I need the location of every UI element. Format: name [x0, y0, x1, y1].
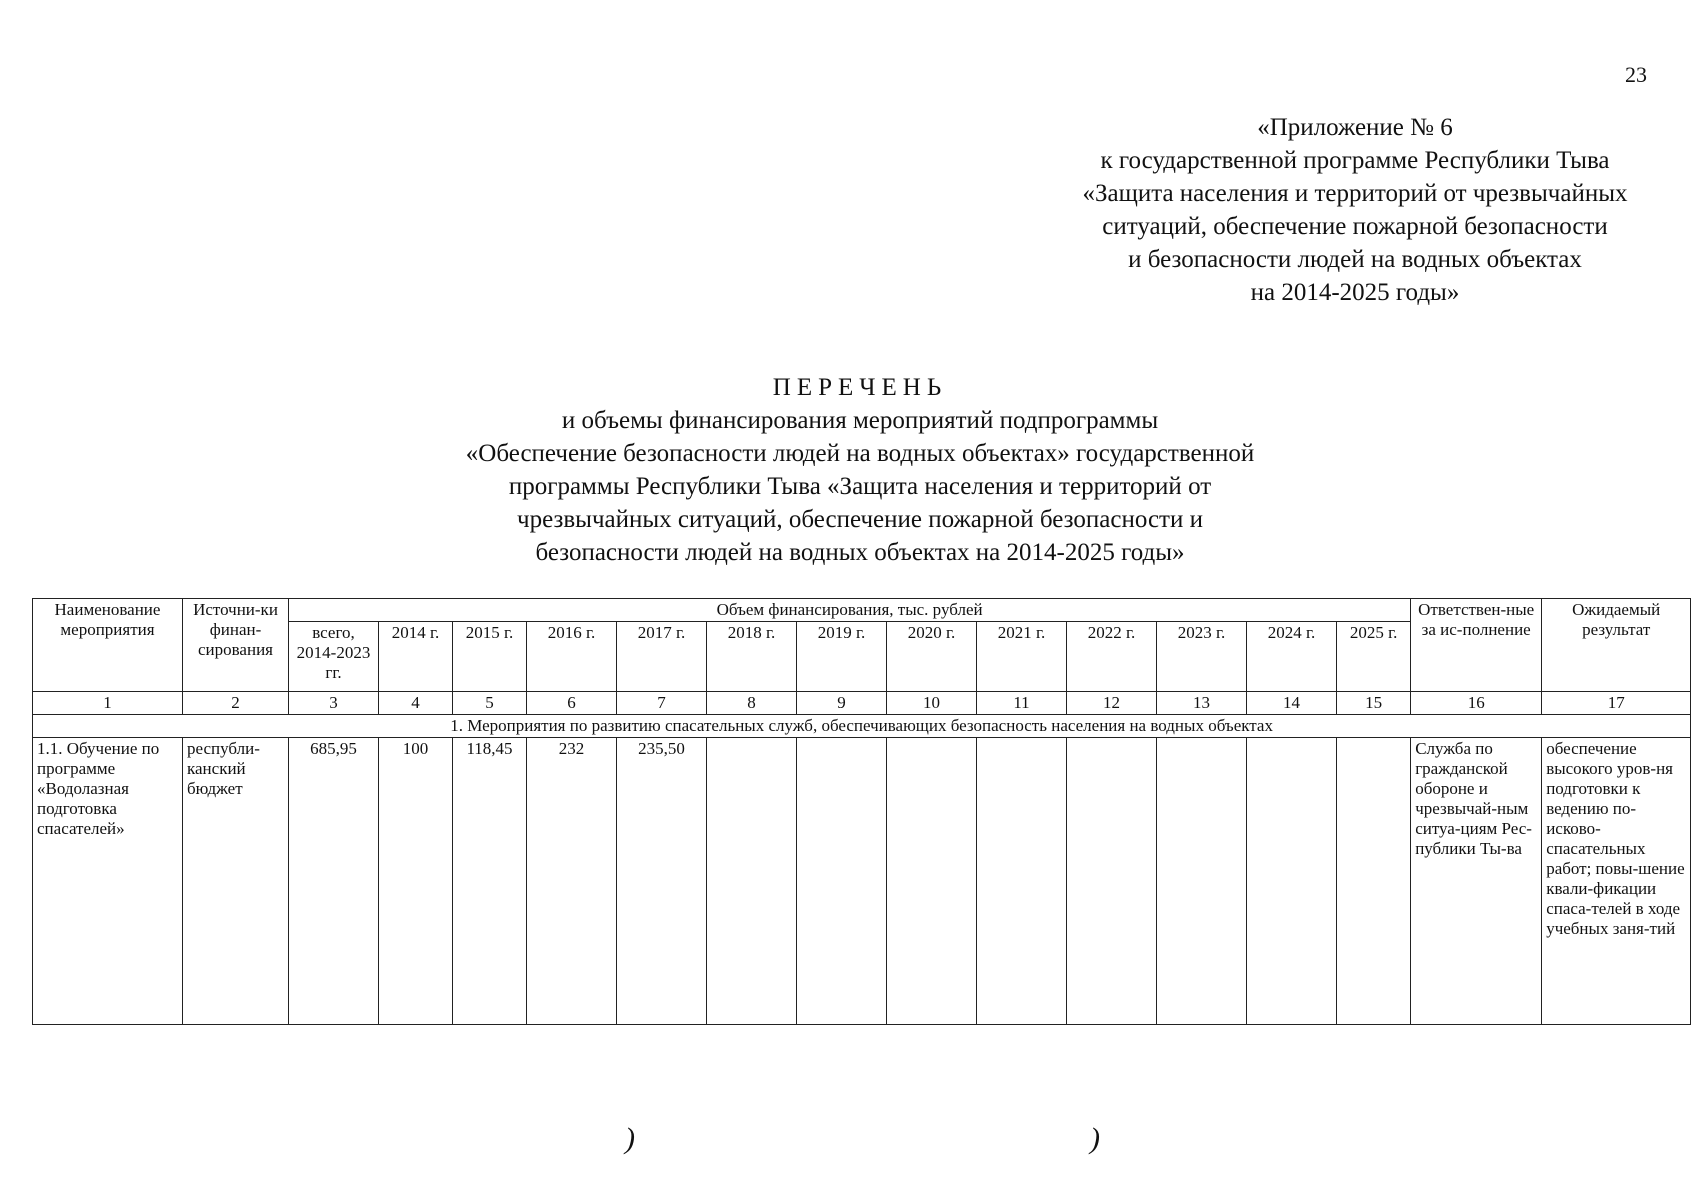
row-year-value: [1337, 738, 1411, 1025]
row-year-value: 118,45: [453, 738, 527, 1025]
appendix-line: «Защита населения и территорий от чрезвычайных: [1082, 180, 1628, 207]
header-total: всего, 2014-2023 гг.: [289, 622, 379, 692]
column-number: 1: [33, 692, 183, 715]
table-row: [33, 738, 1691, 1025]
row-total: 685,95: [289, 738, 379, 1025]
header-responsible: Ответствен-ные за ис-полнение: [1411, 599, 1542, 692]
header-source: Источни-ки финан-сирования: [183, 599, 289, 692]
column-number: 9: [797, 692, 887, 715]
section-title: 1. Мероприятия по развитию спасательных служб, обеспечивающих безопасность населения на водных объектах: [33, 715, 1691, 738]
header-name: Наименование мероприятия: [33, 599, 183, 692]
row-result: обеспечение высокого уров-ня подготовки к ведению по-исково-спасательных работ; повы-шение квали-фикации спаса-телей в ходе учебных заня-тий: [1542, 738, 1691, 1025]
appendix-line: и безопасности людей на водных объектах: [1128, 246, 1582, 273]
row-year-value: [797, 738, 887, 1025]
header-year: 2015 г.: [453, 622, 527, 692]
funding-table: [32, 598, 1691, 1025]
row-year-value: [1157, 738, 1247, 1025]
appendix-line: к государственной программе Республики Тыва: [1100, 147, 1610, 174]
column-number: 16: [1411, 692, 1542, 715]
header-year: 2016 г.: [527, 622, 617, 692]
column-number: 5: [453, 692, 527, 715]
row-year-value: [1067, 738, 1157, 1025]
header-funding: Объем финансирования, тыс. рублей: [289, 599, 1411, 622]
column-number: 3: [289, 692, 379, 715]
row-year-value: 100: [379, 738, 453, 1025]
header-result: Ожидаемый результат: [1542, 599, 1691, 692]
title-main: ПЕРЕЧЕНЬ: [772, 374, 948, 401]
header-year: 2020 г.: [887, 622, 977, 692]
document-title: [350, 371, 1370, 569]
row-year-value: [887, 738, 977, 1025]
title-line: и объемы финансирования мероприятий подпрограммы: [561, 407, 1159, 434]
header-year: 2017 г.: [617, 622, 707, 692]
column-number: 2: [183, 692, 289, 715]
header-year: 2025 г.: [1337, 622, 1411, 692]
title-line: чрезвычайных ситуаций, обеспечение пожарной безопасности и: [517, 506, 1203, 533]
header-year: 2024 г.: [1247, 622, 1337, 692]
column-number: 17: [1542, 692, 1691, 715]
appendix-header: [1030, 111, 1680, 309]
title-line: безопасности людей на водных объектах на 2014-2025 годы»: [535, 539, 1185, 566]
row-responsible: Служба по гражданской обороне и чрезвычай-ным ситуа-циям Рес-публики Ты-ва: [1411, 738, 1542, 1025]
column-number: 6: [527, 692, 617, 715]
header-year: 2019 г.: [797, 622, 887, 692]
row-year-value: [977, 738, 1067, 1025]
header-year: 2018 г.: [707, 622, 797, 692]
title-line: программы Республики Тыва «Защита населения и территорий от: [508, 473, 1212, 500]
row-year-value: 232: [527, 738, 617, 1025]
page-number: 23: [1625, 62, 1647, 87]
row-source: республи-канский бюджет: [183, 738, 289, 1025]
row-year-value: [707, 738, 797, 1025]
header-year: 2022 г.: [1067, 622, 1157, 692]
column-number: 14: [1247, 692, 1337, 715]
appendix-line: ситуаций, обеспечение пожарной безопасности: [1102, 213, 1608, 240]
appendix-line: «Приложение № 6: [1257, 114, 1453, 141]
column-number: 10: [887, 692, 977, 715]
row-year-value: 235,50: [617, 738, 707, 1025]
title-line: «Обеспечение безопасности людей на водных объектах» государственной: [465, 440, 1255, 467]
scan-mark: ): [625, 1122, 635, 1155]
column-number: 12: [1067, 692, 1157, 715]
column-number: 8: [707, 692, 797, 715]
row-name: 1.1. Обучение по программе «Водолазная подготовка спасателей»: [33, 738, 183, 1025]
row-year-value: [1247, 738, 1337, 1025]
column-number: 11: [977, 692, 1067, 715]
header-year: 2023 г.: [1157, 622, 1247, 692]
header-year: 2014 г.: [379, 622, 453, 692]
column-number: 13: [1157, 692, 1247, 715]
column-number: 7: [617, 692, 707, 715]
scan-mark: ): [1090, 1122, 1100, 1155]
header-year: 2021 г.: [977, 622, 1067, 692]
appendix-line: на 2014-2025 годы»: [1250, 279, 1460, 306]
column-number: 15: [1337, 692, 1411, 715]
column-number: 4: [379, 692, 453, 715]
